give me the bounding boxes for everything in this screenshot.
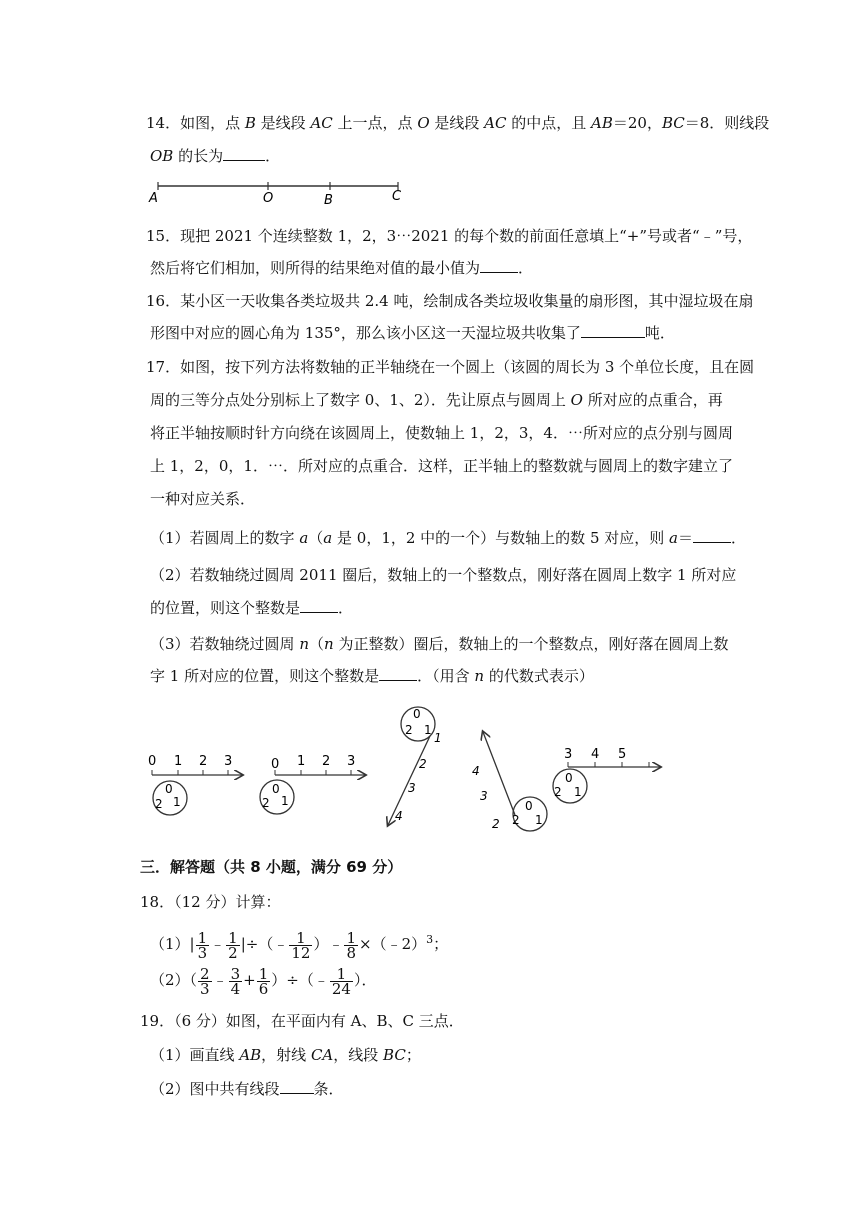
- q17-text: （: [308, 635, 324, 653]
- circle-label-0: 0: [413, 707, 421, 721]
- axis-label-4: 4: [395, 809, 403, 823]
- q14-text: 的中点，且: [506, 114, 592, 132]
- q17-line1: 17．如图，按下列方法将数轴的正半轴绕在一个圆上（该圆的周长为 3 个单位长度，且在圆: [146, 358, 755, 376]
- q18-text: ﹣: [210, 935, 226, 953]
- q18-text: |÷（﹣: [240, 935, 289, 953]
- var-n: n: [299, 635, 309, 653]
- circle-label-1: 1: [535, 813, 543, 827]
- var-b: B: [244, 114, 256, 132]
- axis-label-0: 0: [148, 754, 157, 769]
- answer-blank[interactable]: [300, 598, 338, 613]
- q14-segment-figure: [146, 176, 406, 206]
- q18-text: ﹣: [212, 971, 228, 989]
- circle-label-2: 2: [155, 797, 163, 811]
- circle-label-1: 1: [173, 795, 181, 809]
- q16-line1: 16．某小区一天收集各类垃圾共 2.4 吨，绘制成各类垃圾收集量的扇形图，其中湿垃圾在扇: [146, 292, 754, 310]
- q14-text: 如图，点: [180, 114, 245, 132]
- circle-label-0: 0: [272, 782, 280, 796]
- circle-label-2: 2: [512, 813, 520, 827]
- q16-text: 吨．: [644, 324, 675, 342]
- var-bc: BC: [383, 1046, 406, 1064]
- axis-label-1: 1: [434, 731, 442, 745]
- point-label-c: C: [392, 189, 402, 204]
- q14-line1: [146, 113, 769, 133]
- axis-label-2: 2: [199, 754, 208, 769]
- fraction: [229, 964, 243, 998]
- q17-text: （: [308, 529, 324, 547]
- var-ac: AC: [484, 114, 507, 132]
- answer-blank[interactable]: [223, 146, 265, 161]
- q17-text: 的位置，则这个整数是: [150, 599, 301, 617]
- q17-text: （1）若圆周上的数字: [150, 529, 300, 547]
- denominator: 3: [200, 979, 210, 998]
- q17-part2-line1: （2）若数轴绕过圆周 2011 圈后，数轴上的一个整数点，刚好落在圆周上数字 1 所对应: [150, 566, 737, 584]
- q17-part3-line2: [150, 666, 594, 686]
- q14-text: 是线段: [429, 114, 485, 132]
- fraction: [196, 928, 210, 962]
- q18-head: 18．（12 分）计算：: [140, 893, 281, 911]
- q17-text: ＝: [677, 529, 693, 547]
- q17-line2: [150, 390, 723, 410]
- axis-label-1: 1: [297, 754, 306, 769]
- q19-part1: [150, 1045, 421, 1065]
- q18-text: ×（﹣2）: [359, 935, 427, 953]
- axis-label-4: 4: [591, 747, 600, 762]
- axis-label-2: 2: [322, 754, 331, 769]
- q18-text: ）﹣: [313, 935, 344, 953]
- fraction: [257, 964, 271, 998]
- q18-text: （2）（: [150, 971, 198, 989]
- section-title: 三．解答题（共 8 小题，满分 69 分）: [140, 858, 403, 876]
- circle-label-2: 2: [262, 796, 270, 810]
- q17-text: 为正整数）圈后，数轴上的一个整数点，刚好落在圆周上数: [333, 635, 729, 653]
- q14-text: 上一点，点: [332, 114, 418, 132]
- q17-line3: 将正半轴按顺时针方向绕在该圆周上，使数轴上 1，2，3，4．⋯所对应的点分别与圆周: [150, 424, 733, 442]
- q17-part1: [150, 528, 746, 548]
- circle-label-2: 2: [554, 785, 562, 799]
- var-ac: AC: [310, 114, 333, 132]
- q18-part1: [150, 922, 448, 962]
- q14-text: 的长为: [173, 147, 224, 165]
- numerator: 1: [346, 928, 356, 947]
- numerator: 1: [289, 931, 312, 946]
- q14-text: ＝20，: [612, 114, 662, 132]
- answer-blank[interactable]: [379, 666, 417, 681]
- axis-label-2: 2: [492, 817, 500, 831]
- circle-label-0: 0: [525, 799, 533, 813]
- q17-text: 周的三等分点处分别标上了数字 0、1、2）．先让原点与圆周上: [150, 391, 571, 409]
- q17-part3-line1: [150, 634, 728, 654]
- circle-label-2: 2: [405, 723, 413, 737]
- q17-line4: 上 1，2，0，1．⋯．所对应的点重合．这样，正半轴上的整数就与圆周上的数字建立了: [150, 457, 733, 475]
- denominator: 24: [331, 979, 351, 998]
- point-label-a: A: [149, 191, 158, 206]
- figure-panel-3: [388, 707, 442, 825]
- numerator: 1: [228, 928, 238, 947]
- fraction: [289, 928, 312, 962]
- q16-text: 形图中对应的圆心角为 135°，那么该小区这一天湿垃圾共收集了: [150, 324, 581, 342]
- q18-text: ）．: [353, 971, 377, 989]
- figure-panel-2: [260, 754, 365, 814]
- answer-blank[interactable]: [480, 258, 518, 273]
- q17-text: ．: [338, 599, 354, 617]
- q17-text: ．（用含: [417, 667, 475, 685]
- numerator: 1: [258, 964, 269, 983]
- q18-text: （1）: [150, 935, 190, 953]
- q17-text: 字 1 所对应的位置，则这个整数是: [150, 667, 380, 685]
- abs-bar: |: [189, 935, 195, 953]
- var-a: a: [669, 529, 678, 547]
- circle-label-1: 1: [281, 794, 289, 808]
- q14-text: ＝8．则线段: [684, 114, 770, 132]
- point-label-b: B: [324, 193, 333, 206]
- var-ab: AB: [591, 114, 613, 132]
- answer-blank[interactable]: [280, 1079, 314, 1094]
- q17-part2-line2: [150, 598, 353, 618]
- denominator: 3: [197, 943, 208, 962]
- q18-text: ）÷（﹣: [271, 971, 329, 989]
- q19-text: ，线段: [333, 1046, 384, 1064]
- denominator: 2: [228, 943, 238, 962]
- axis-label-4: 4: [472, 764, 480, 778]
- var-ob: OB: [150, 147, 174, 165]
- q14-line2: [150, 146, 280, 166]
- q15-line2: [150, 258, 533, 278]
- q19-text: 条．: [313, 1080, 344, 1098]
- q14-text: ．: [265, 147, 281, 165]
- var-o: O: [570, 391, 583, 409]
- axis-label-2: 2: [419, 757, 427, 771]
- fraction: [344, 928, 358, 962]
- q18-text: +: [243, 971, 256, 989]
- q17-text: 是 0，1，2 中的一个）与数轴上的数 5 对应，则: [332, 529, 670, 547]
- q19-text: （1）画直线: [150, 1046, 240, 1064]
- answer-blank[interactable]: [693, 528, 731, 543]
- axis-label-3: 3: [564, 747, 573, 762]
- q17-winding-figure: [140, 700, 680, 840]
- q19-text: （2）图中共有线段: [150, 1080, 280, 1098]
- var-n: n: [474, 667, 485, 685]
- axis-label-3: 3: [408, 781, 416, 795]
- var-bc: BC: [661, 114, 685, 132]
- var-o: O: [417, 114, 430, 132]
- q15-text: ．: [518, 259, 534, 277]
- var-n: n: [324, 635, 334, 653]
- numerator: 1: [197, 928, 208, 947]
- fraction: [330, 964, 353, 998]
- axis-label-0: 0: [271, 757, 280, 772]
- circle-label-1: 1: [574, 785, 582, 799]
- q18-part2: [150, 962, 376, 998]
- q15-text: 然后将它们相加，则所得的结果绝对值的最小值为: [150, 259, 481, 277]
- circle-label-1: 1: [424, 723, 432, 737]
- q15-line1: 15．现把 2021 个连续整数 1，2，3⋯2021 的每个数的前面任意填上“+”号或者“﹣”号，: [146, 227, 753, 245]
- var-ab: AB: [239, 1046, 262, 1064]
- exponent: 3: [426, 933, 434, 946]
- q14-number: 14．: [146, 114, 181, 132]
- numerator: 3: [230, 964, 241, 983]
- denominator: 6: [258, 979, 269, 998]
- axis-label-3: 3: [347, 754, 356, 769]
- q17-text: （3）若数轴绕过圆周: [150, 635, 300, 653]
- var-a: a: [299, 529, 309, 547]
- figure-panel-1: [148, 754, 242, 815]
- q18-text: ；: [433, 935, 449, 953]
- denominator: 8: [346, 943, 356, 962]
- q17-text: 所对应的点重合，再: [582, 391, 723, 409]
- axis-label-5: 5: [618, 747, 627, 762]
- numerator: 1: [330, 967, 353, 982]
- circle-label-0: 0: [165, 782, 173, 796]
- q19-text: ；: [405, 1046, 421, 1064]
- q19-part2: [150, 1079, 344, 1099]
- q17-line5: 一种对应关系．: [150, 490, 256, 508]
- point-label-o: O: [263, 191, 274, 206]
- denominator: 4: [230, 979, 241, 998]
- figure-panel-5: [553, 747, 660, 803]
- circle-label-0: 0: [565, 771, 573, 785]
- axis-label-3: 3: [480, 789, 488, 803]
- fraction: [226, 928, 240, 962]
- q14-text: 是线段: [255, 114, 311, 132]
- axis-label-3: 3: [224, 754, 233, 769]
- q19-head: 19．（6 分）如图，在平面内有 A、B、C 三点．: [140, 1012, 464, 1030]
- numerator: 2: [200, 964, 210, 983]
- denominator: 12: [291, 943, 311, 962]
- fraction: [198, 964, 212, 998]
- q17-text: 的代数式表示）: [484, 667, 594, 685]
- var-ca: CA: [310, 1046, 334, 1064]
- var-a: a: [323, 529, 333, 547]
- axis-label-1: 1: [174, 754, 183, 769]
- figure-panel-4: [472, 732, 547, 831]
- answer-blank[interactable]: [581, 323, 645, 338]
- q17-text: ．: [731, 529, 747, 547]
- q19-text: ，射线: [261, 1046, 311, 1064]
- q16-line2: [150, 323, 675, 343]
